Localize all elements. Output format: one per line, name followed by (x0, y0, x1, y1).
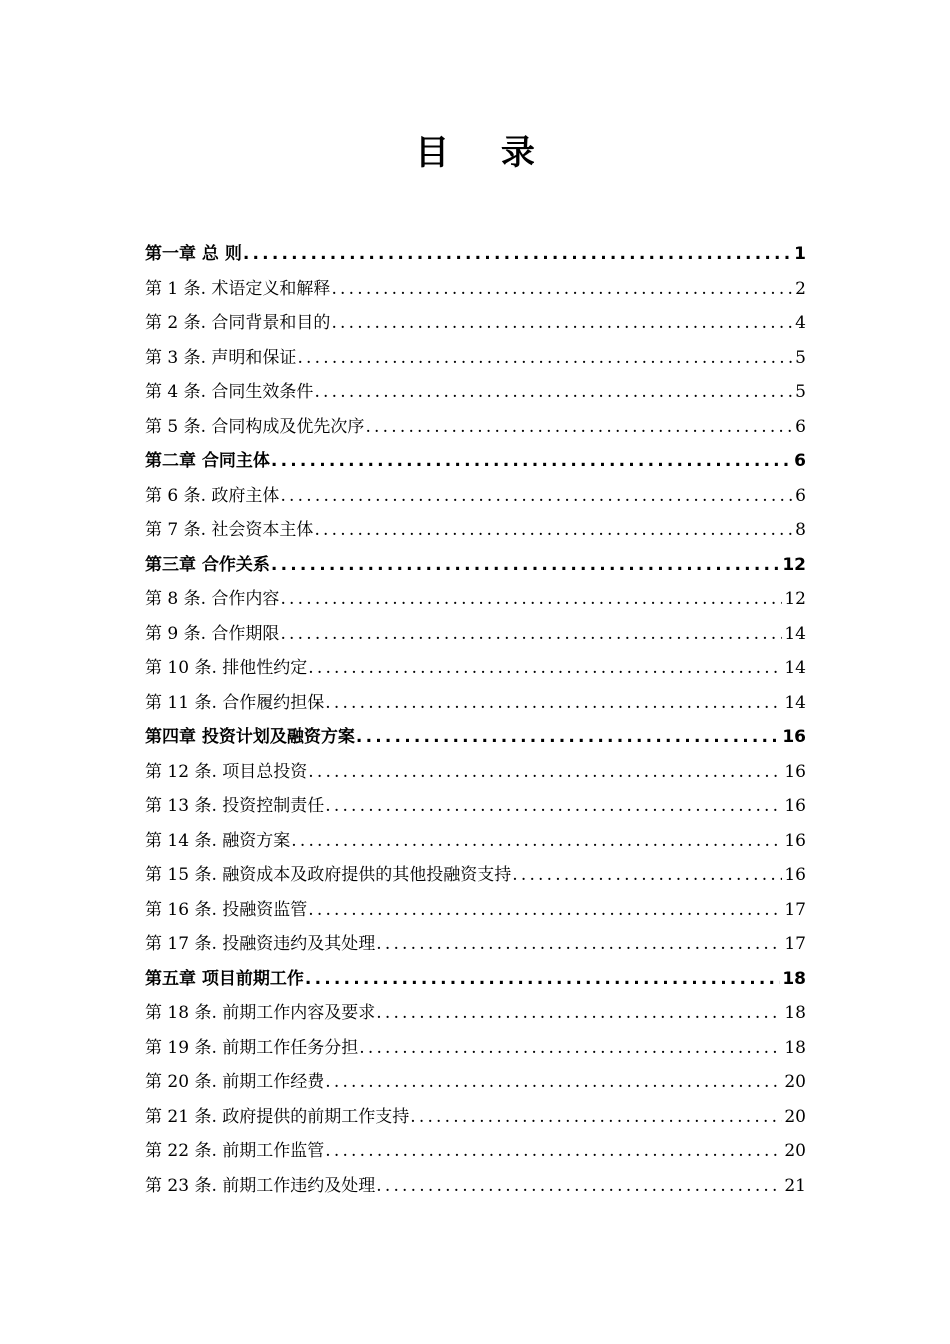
toc-chapter-entry[interactable] (145, 444, 806, 479)
toc-dot-leader (376, 927, 782, 962)
toc-entry-label: 第 20 条. 前期工作经费 (145, 1072, 325, 1092)
toc-dot-leader (297, 341, 793, 376)
toc-page-number: 17 (784, 899, 806, 920)
toc-entry-label: 第三章 合作关系 (145, 554, 270, 575)
toc-chapter-entry[interactable] (145, 720, 806, 755)
toc-page-number: 16 (784, 796, 806, 816)
toc-entry-label: 第 8 条. 合作内容 (145, 589, 280, 609)
toc-entry-label: 第 13 条. 投资控制责任 (145, 796, 325, 816)
toc-dot-leader (376, 996, 782, 1031)
toc-article-entry[interactable] (145, 375, 806, 410)
toc-page-number: 14 (784, 623, 806, 644)
toc-article-entry[interactable] (145, 686, 806, 721)
toc-dot-leader (271, 548, 780, 583)
toc-page-number: 6 (795, 416, 806, 437)
toc-dot-leader (308, 893, 782, 928)
toc-entry-label: 第 7 条. 社会资本主体 (145, 520, 314, 540)
toc-dot-leader (308, 755, 782, 790)
toc-article-entry[interactable] (145, 927, 806, 962)
toc-page-number: 14 (784, 658, 806, 678)
toc-page-number: 4 (795, 313, 806, 333)
toc-page-number: 16 (784, 761, 806, 782)
toc-entry-label: 第 4 条. 合同生效条件 (145, 382, 314, 402)
toc-article-entry[interactable] (145, 1065, 806, 1100)
toc-entry-label: 第 19 条. 前期工作任务分担 (145, 1037, 359, 1058)
toc-page-number: 16 (782, 727, 806, 747)
toc-page-number: 1 (794, 244, 806, 264)
toc-dot-leader (359, 1031, 782, 1066)
toc-article-entry[interactable] (145, 341, 806, 376)
toc-entry-label: 第一章 总 则 (145, 244, 242, 264)
toc-page-number: 20 (784, 1141, 806, 1161)
toc-dot-leader (314, 375, 793, 410)
toc-page-number: 18 (784, 1003, 806, 1023)
table-of-contents (145, 237, 806, 1203)
toc-article-entry[interactable] (145, 410, 806, 445)
toc-dot-leader (280, 617, 782, 652)
toc-dot-leader (325, 1065, 782, 1100)
toc-article-entry[interactable] (145, 996, 806, 1031)
toc-dot-leader (305, 962, 780, 997)
toc-entry-label: 第 9 条. 合作期限 (145, 623, 280, 644)
toc-entry-label: 第二章 合同主体 (145, 451, 270, 471)
toc-page-number: 14 (784, 692, 806, 713)
toc-entry-label: 第 2 条. 合同背景和目的 (145, 313, 331, 333)
toc-page-number: 6 (794, 451, 806, 471)
toc-article-entry[interactable] (145, 789, 806, 824)
page-title: 目 录 (415, 133, 555, 173)
toc-page-number: 5 (795, 382, 806, 402)
toc-article-entry[interactable] (145, 617, 806, 652)
toc-dot-leader (271, 444, 792, 479)
toc-dot-leader (243, 237, 792, 272)
toc-dot-leader (325, 789, 782, 824)
toc-article-entry[interactable] (145, 1134, 806, 1169)
toc-chapter-entry[interactable] (145, 237, 806, 272)
toc-page-number: 12 (782, 554, 806, 575)
toc-dot-leader (308, 651, 782, 686)
toc-entry-label: 第 3 条. 声明和保证 (145, 347, 297, 368)
toc-page-number: 8 (795, 520, 806, 540)
toc-page-number: 21 (784, 1175, 806, 1196)
toc-entry-label: 第 11 条. 合作履约担保 (145, 692, 325, 713)
toc-entry-label: 第 23 条. 前期工作违约及处理 (145, 1175, 376, 1196)
toc-entry-label: 第 16 条. 投融资监管 (145, 899, 308, 920)
toc-article-entry[interactable] (145, 893, 806, 928)
toc-article-entry[interactable] (145, 582, 806, 617)
toc-dot-leader (314, 513, 793, 548)
toc-entry-label: 第 1 条. 术语定义和解释 (145, 278, 331, 299)
toc-article-entry[interactable] (145, 858, 806, 893)
toc-article-entry[interactable] (145, 824, 806, 859)
toc-dot-leader (331, 272, 793, 307)
toc-dot-leader (365, 410, 793, 445)
toc-page-number: 18 (784, 1037, 806, 1058)
toc-page-number: 20 (784, 1072, 806, 1092)
toc-article-entry[interactable] (145, 651, 806, 686)
toc-page-number: 20 (784, 1106, 806, 1127)
toc-entry-label: 第 21 条. 政府提供的前期工作支持 (145, 1106, 410, 1127)
toc-dot-leader (280, 479, 793, 514)
toc-page-number: 16 (784, 865, 806, 885)
toc-article-entry[interactable] (145, 272, 806, 307)
toc-dot-leader (291, 824, 782, 859)
toc-entry-label: 第 12 条. 项目总投资 (145, 761, 308, 782)
toc-article-entry[interactable] (145, 1169, 806, 1204)
toc-article-entry[interactable] (145, 755, 806, 790)
toc-entry-label: 第 5 条. 合同构成及优先次序 (145, 416, 365, 437)
toc-dot-leader (325, 686, 782, 721)
toc-entry-label: 第 17 条. 投融资违约及其处理 (145, 934, 376, 954)
toc-entry-label: 第五章 项目前期工作 (145, 968, 304, 989)
toc-chapter-entry[interactable] (145, 548, 806, 583)
toc-dot-leader (325, 1134, 782, 1169)
toc-dot-leader (331, 306, 793, 341)
toc-article-entry[interactable] (145, 513, 806, 548)
toc-article-entry[interactable] (145, 306, 806, 341)
toc-dot-leader (410, 1100, 782, 1135)
toc-page-number: 2 (795, 278, 806, 299)
toc-entry-label: 第 14 条. 融资方案 (145, 830, 291, 851)
toc-page-number: 16 (784, 830, 806, 851)
toc-page-number: 6 (795, 485, 806, 506)
toc-dot-leader (376, 1169, 782, 1204)
toc-entry-label: 第 10 条. 排他性约定 (145, 658, 308, 678)
toc-dot-leader (280, 582, 782, 617)
toc-entry-label: 第四章 投资计划及融资方案 (145, 727, 355, 747)
toc-entry-label: 第 15 条. 融资成本及政府提供的其他投融资支持 (145, 865, 512, 885)
toc-page-number: 18 (782, 968, 806, 989)
toc-chapter-entry[interactable] (145, 962, 806, 997)
toc-entry-label: 第 22 条. 前期工作监管 (145, 1141, 325, 1161)
toc-article-entry[interactable] (145, 1100, 806, 1135)
toc-dot-leader (512, 858, 782, 893)
toc-dot-leader (356, 720, 780, 755)
toc-article-entry[interactable] (145, 479, 806, 514)
toc-page-number: 12 (784, 589, 806, 609)
toc-entry-label: 第 18 条. 前期工作内容及要求 (145, 1003, 376, 1023)
toc-entry-label: 第 6 条. 政府主体 (145, 485, 280, 506)
toc-article-entry[interactable] (145, 1031, 806, 1066)
toc-page-number: 5 (795, 347, 806, 368)
toc-page-number: 17 (784, 934, 806, 954)
